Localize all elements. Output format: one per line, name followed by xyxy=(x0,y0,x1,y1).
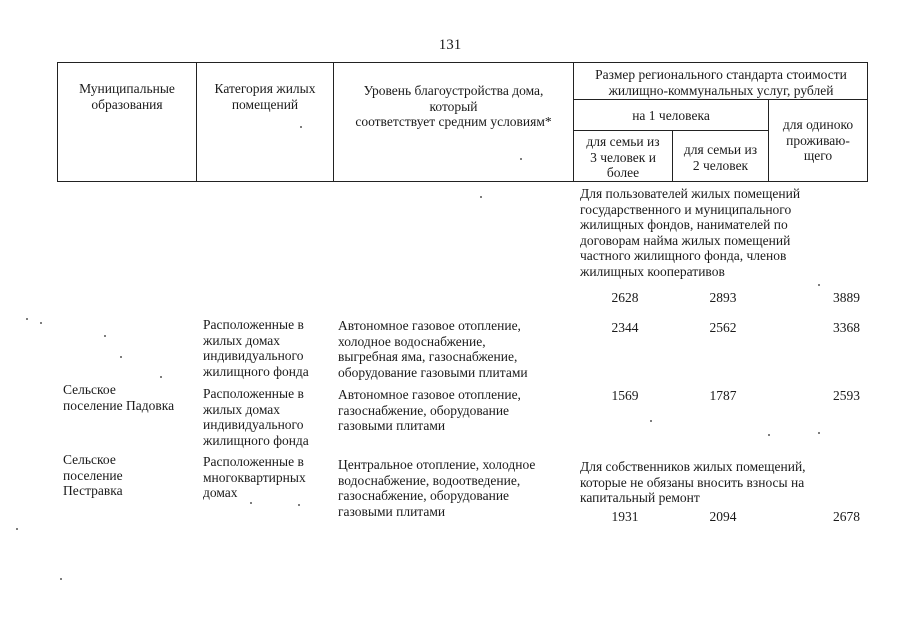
value-family3: 2628 xyxy=(611,290,639,305)
header-standard-size: Размер регионального стандарта стоимости жилищно-коммунальных услуг, рублей xyxy=(595,67,847,98)
row2-value-single: 2593 xyxy=(833,388,860,403)
value-single: 3889 xyxy=(833,290,860,305)
header-municipality: Муниципальные образования xyxy=(79,81,175,112)
row2-value-family2: 1787 xyxy=(709,388,737,403)
row1-level: Автономное газовое отопление, холодное водоснабжение, выгребная яма, газоснабжение, оборудование газовыми плитами xyxy=(338,318,528,380)
page-number: 131 xyxy=(438,37,462,53)
row1-category: Расположенные в жилых домах индивидуального жилищного фонда xyxy=(203,317,309,379)
row2-level: Автономное газовое отопление, газоснабжение, оборудование газовыми плитами xyxy=(338,387,521,433)
section-title-users: Для пользователей жилых помещений государственного и муниципального жилищных фондов, нанимателей по договорам найма жилых помещений частного жилищного фонда, членов жилищных кооперативов xyxy=(580,186,801,279)
row3-level: Центральное отопление, холодное водоснабжение, водоотведение, газоснабжение, оборудование газовыми плитами xyxy=(338,457,536,519)
header-per-person: на 1 человека xyxy=(632,108,710,123)
header-level: Уровень благоустройства дома, который соответствует средним условиям* xyxy=(355,83,552,129)
row3-municipality: Сельское поселение Пестравка xyxy=(63,452,123,498)
row2-category: Расположенные в жилых домах индивидуального жилищного фонда xyxy=(203,386,309,448)
header-family-2: для семьи из 2 человек xyxy=(683,142,758,173)
header-family-3: для семьи из 3 человек и более xyxy=(586,134,660,180)
row3-value-single: 2678 xyxy=(833,509,860,524)
row2-municipality: Сельское поселение Падовка xyxy=(63,382,175,413)
row1-value-family2: 2562 xyxy=(709,320,737,335)
row1-value-single: 3368 xyxy=(833,320,860,335)
header-single: для одиноко проживаю- щего xyxy=(782,117,854,163)
header-category: Категория жилых помещений xyxy=(214,81,316,112)
row3-value-family2: 2094 xyxy=(709,509,737,524)
row2-value-family3: 1569 xyxy=(611,388,639,403)
row1-value-family3: 2344 xyxy=(611,320,639,335)
row3-value-family3: 1931 xyxy=(611,509,639,524)
row3-category: Расположенные в многоквартирных домах xyxy=(203,454,306,500)
section-title-owners: Для собственников жилых помещений, которые не обязаны вносить взносы на капитальный ремонт xyxy=(580,459,806,505)
value-family2: 2893 xyxy=(709,290,737,305)
